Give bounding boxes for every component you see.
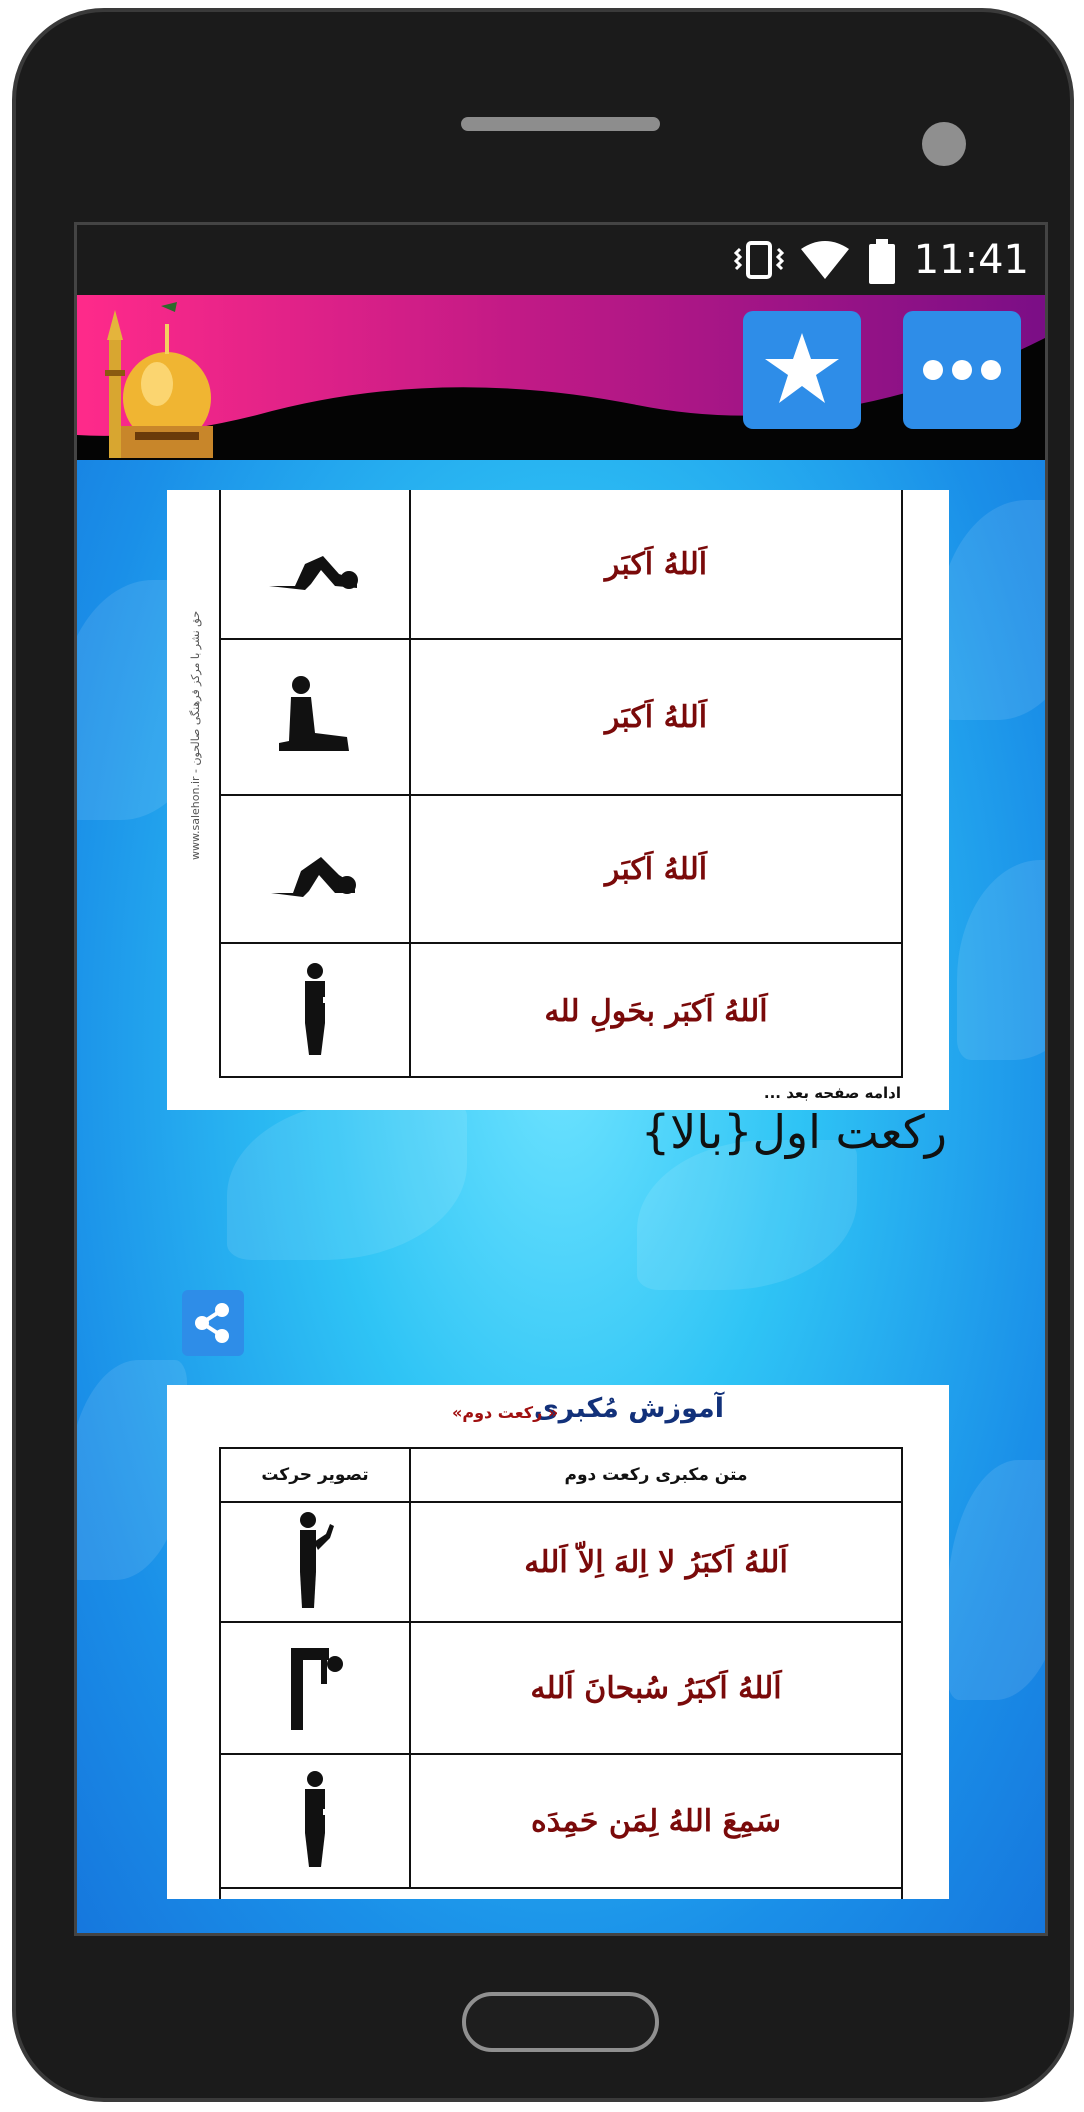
app-screen	[74, 222, 1048, 1936]
table-row	[221, 640, 901, 796]
tutorial-image-rakat-1[interactable]	[167, 490, 949, 1110]
takbir-text: اَللهُ اَكبَر بحَولِ لله	[544, 993, 768, 1029]
takbir-text: اَللهُ اَكبَر	[604, 546, 708, 582]
takbir-text: اَللهُ اَكبَرُ سُبحانَ اَلله	[530, 1670, 782, 1706]
takbir-text: اَللهُ اَكبَرُ لا اِلهَ اِلاّ اَلله	[524, 1544, 788, 1580]
background-leaf	[957, 860, 1048, 1060]
table-row	[221, 944, 901, 1078]
menu-button[interactable]	[903, 311, 1021, 429]
header-banner	[77, 295, 1045, 460]
phone-camera	[922, 122, 966, 166]
background-leaf	[227, 1100, 467, 1260]
more-dots-icon	[903, 311, 1021, 429]
phone-speaker	[461, 117, 660, 131]
continue-note: ادامه صفحه بعد ...	[763, 1084, 901, 1102]
takbir-text: اَللهُ اَكبَر	[604, 851, 708, 887]
sitting-icon	[275, 675, 355, 759]
image-caption: رکعت اول{بالا}	[640, 1105, 947, 1159]
copyright-note: www.salehon.ir - حق نشر با مرکز فرهنگی صالحون	[189, 610, 202, 860]
table-row	[221, 796, 901, 944]
card-subtitle: « ركعت دوم»	[452, 1403, 559, 1422]
figure-cell	[221, 1755, 411, 1887]
star-icon	[743, 311, 861, 429]
prostration-icon	[265, 839, 365, 899]
phone-frame	[12, 8, 1074, 2102]
table-header-row	[221, 1449, 901, 1503]
figure-cell	[221, 490, 411, 638]
table-row	[221, 1755, 901, 1889]
figure-cell	[221, 1623, 411, 1753]
battery-icon	[867, 239, 897, 285]
prostration-icon	[265, 534, 365, 594]
card-title: آموزش مُكبری	[533, 1393, 724, 1424]
movement-table	[219, 490, 903, 1078]
standing-icon	[295, 1771, 335, 1871]
qunut-icon	[290, 1512, 340, 1612]
home-button[interactable]	[462, 1992, 659, 2052]
figure-cell	[221, 1503, 411, 1621]
takbir-text: اَللهُ اَكبَر	[604, 699, 708, 735]
figure-cell	[221, 640, 411, 794]
status-bar	[77, 225, 1045, 295]
background-leaf	[947, 1460, 1048, 1700]
table-row	[221, 1503, 901, 1623]
tutorial-image-rakat-2[interactable]	[167, 1385, 949, 1899]
shrine-logo	[95, 300, 215, 458]
status-time: 11:41	[913, 237, 1029, 283]
column-header-text: متن مکبری رکعت دوم	[564, 1465, 748, 1485]
column-header-figure: تصویر حرکت	[221, 1449, 411, 1501]
figure-cell	[221, 796, 411, 942]
bowing-icon	[285, 1642, 345, 1734]
table-row	[221, 1623, 901, 1755]
background-leaf	[937, 500, 1048, 720]
movement-table	[219, 1447, 903, 1899]
favorite-button[interactable]	[743, 311, 861, 429]
background-leaf	[637, 1140, 857, 1290]
share-button[interactable]	[182, 1290, 244, 1356]
figure-cell	[221, 944, 411, 1078]
wifi-icon	[799, 239, 851, 281]
app-header	[77, 295, 1045, 460]
takbir-text: سَمِعَ اللهُ لِمَن حَمِدَه	[531, 1803, 781, 1839]
share-icon	[182, 1290, 244, 1356]
table-row	[221, 490, 901, 640]
standing-icon	[295, 963, 335, 1059]
vibrate-icon	[732, 239, 786, 281]
